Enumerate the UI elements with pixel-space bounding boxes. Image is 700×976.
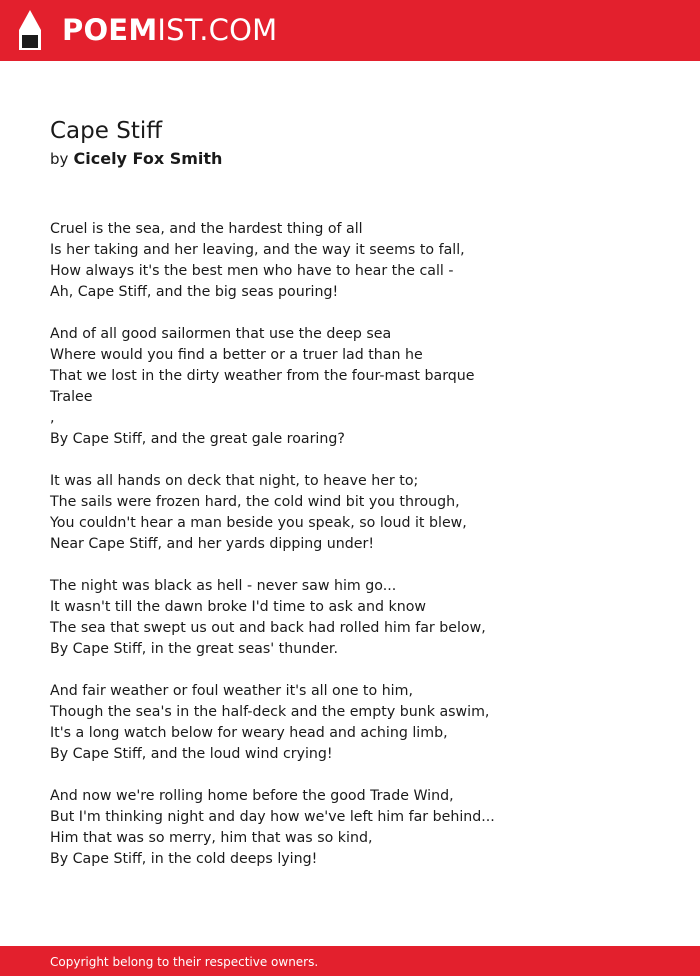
stanza-break: [50, 555, 670, 576]
poem-line: And now we're rolling home before the good Trade Wind,: [50, 788, 454, 804]
site-header: [0, 0, 700, 61]
poem-line: Him that was so merry, him that was so kind,: [50, 830, 373, 846]
poem-line: And fair weather or foul weather it's all one to him,: [50, 683, 413, 699]
stanza-break: [50, 765, 670, 786]
pencil-icon[interactable]: [17, 9, 43, 53]
poem-line: Where would you find a better or a truer lad than he: [50, 347, 423, 363]
stanza-break: [50, 450, 670, 471]
poem-line: Near Cape Stiff, and her yards dipping under!: [50, 536, 375, 552]
stanza-break: [50, 303, 670, 324]
poem-line: Is her taking and her leaving, and the way it seems to fall,: [50, 242, 465, 258]
poem-line: Cruel is the sea, and the hardest thing of all: [50, 221, 363, 237]
poem-line: By Cape Stiff, and the great gale roaring?: [50, 431, 345, 447]
poem-line: Tralee: [50, 389, 93, 405]
poem-line: The sea that swept us out and back had rolled him far below,: [50, 620, 486, 636]
poem-line: The sails were frozen hard, the cold wind bit you through,: [50, 494, 460, 510]
poem-line: ,: [50, 410, 55, 426]
poem-line: Though the sea's in the half-deck and the empty bunk aswim,: [50, 704, 490, 720]
poem-line: You couldn't hear a man beside you speak, so loud it blew,: [50, 515, 467, 531]
poem-line: How always it's the best men who have to hear the call -: [50, 263, 454, 279]
poem-title: Cape Stiff: [50, 118, 163, 144]
site-footer: [0, 946, 700, 976]
author-name[interactable]: Cicely Fox Smith: [73, 149, 223, 168]
poem-line: The night was black as hell - never saw him go...: [50, 578, 397, 594]
poem-line: By Cape Stiff, in the great seas' thunder.: [50, 641, 338, 657]
poem-line: But I'm thinking night and day how we've left him far behind...: [50, 809, 495, 825]
poem-byline: [50, 148, 222, 170]
logo-brand-bold: POEM: [62, 13, 158, 47]
footer-copyright: Copyright belong to their respective owners.: [50, 955, 319, 969]
poem-line: By Cape Stiff, in the cold deeps lying!: [50, 851, 318, 867]
byline-prefix: by: [50, 150, 69, 168]
poem-line: It wasn't till the dawn broke I'd time to ask and know: [50, 599, 426, 615]
poem-line: And of all good sailormen that use the deep sea: [50, 326, 392, 342]
site-logo[interactable]: [62, 12, 277, 48]
poem-line: That we lost in the dirty weather from the four-mast barque: [50, 368, 475, 384]
poem-line: By Cape Stiff, and the loud wind crying!: [50, 746, 333, 762]
logo-brand-light: IST.COM: [157, 13, 278, 47]
poem-line: It was all hands on deck that night, to heave her to;: [50, 473, 419, 489]
stanza-break: [50, 660, 670, 681]
poem-line: It's a long watch below for weary head and aching limb,: [50, 725, 448, 741]
poem-line: Ah, Cape Stiff, and the big seas pouring!: [50, 284, 339, 300]
poem-body: [50, 219, 670, 870]
